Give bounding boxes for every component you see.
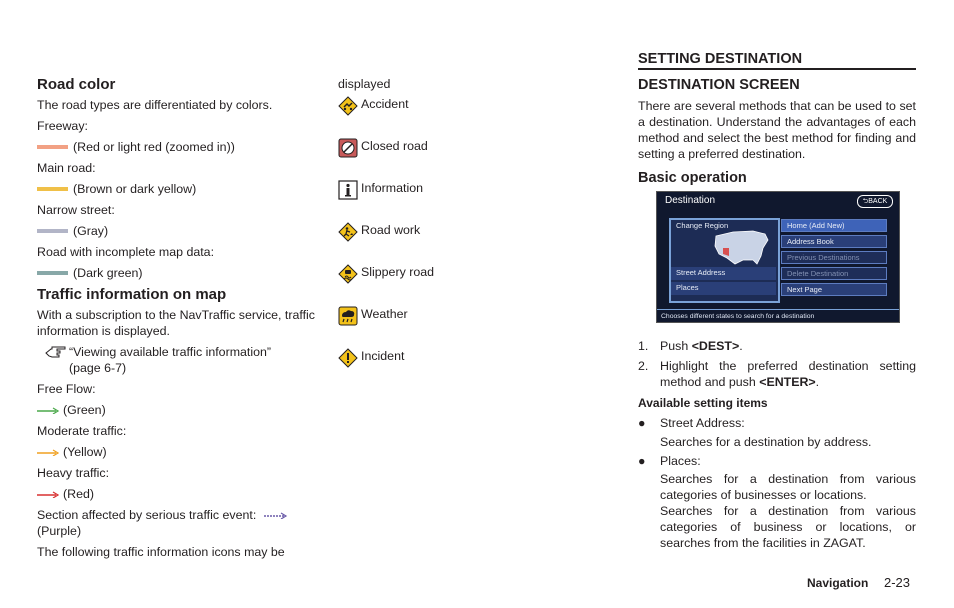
information-row bbox=[338, 180, 598, 222]
screen-title: Destination bbox=[665, 195, 716, 206]
previous-destinations-button[interactable]: Previous Destinations bbox=[781, 251, 887, 264]
road-color-heading: Road color bbox=[37, 76, 116, 93]
road-work-icon bbox=[338, 222, 358, 242]
road-work-label: Road work bbox=[361, 223, 421, 237]
dest-key: <DEST> bbox=[691, 339, 740, 353]
green-arrow-icon bbox=[37, 406, 59, 414]
page-number: 2-23 bbox=[884, 575, 911, 590]
places-desc-2: Searches for a destination from various categories of business or locations, or searches from the facilities in ZAGAT. bbox=[660, 504, 916, 550]
destination-screen-heading: DESTINATION SCREEN bbox=[638, 77, 800, 93]
moderate-traffic-desc: (Yellow) bbox=[63, 445, 107, 459]
freeway-label: Freeway: bbox=[37, 119, 88, 133]
closed-road-label: Closed road bbox=[361, 139, 428, 153]
accident-row bbox=[338, 96, 598, 138]
heavy-traffic-row bbox=[37, 486, 315, 502]
back-button[interactable]: ⮌BACK bbox=[857, 195, 893, 208]
enter-key: <ENTER> bbox=[759, 375, 816, 389]
change-region-button[interactable]: Change Region bbox=[676, 221, 729, 230]
incomplete-data-color-swatch bbox=[37, 271, 68, 275]
serious-event-text: Section affected by serious traffic event: bbox=[37, 508, 257, 522]
narrow-street-label: Narrow street: bbox=[37, 203, 115, 217]
available-items-heading: Available setting items bbox=[638, 396, 768, 410]
narrow-street-swatch-row bbox=[37, 223, 315, 239]
main-road-swatch-row bbox=[37, 181, 315, 197]
purple-dashed-arrow-icon bbox=[264, 511, 288, 519]
heavy-traffic-desc: (Red) bbox=[63, 487, 94, 501]
main-road-label: Main road: bbox=[37, 161, 96, 175]
weather-row bbox=[338, 306, 598, 348]
road-color-intro: The road types are differentiated by colors. bbox=[37, 98, 273, 112]
information-label: Information bbox=[361, 181, 423, 195]
information-icon bbox=[338, 180, 358, 200]
road-work-row bbox=[338, 222, 598, 264]
closed-road-icon bbox=[338, 138, 358, 158]
weather-icon bbox=[338, 306, 358, 326]
slippery-road-label: Slippery road bbox=[361, 265, 435, 279]
bullet-icon: ● bbox=[638, 454, 646, 468]
street-address-button[interactable]: Street Address bbox=[671, 267, 776, 280]
destination-screen-intro: There are several methods that can be used to set a destination. Understand the advantages of each method and select the best method for finding and setting a preferred destination. bbox=[638, 99, 916, 161]
places-button[interactable]: Places bbox=[671, 282, 776, 295]
moderate-traffic-row bbox=[37, 444, 315, 460]
serious-event-row bbox=[37, 507, 315, 539]
step-1: 1. Push <DEST>. bbox=[638, 339, 743, 353]
bullet-icon: ● bbox=[638, 416, 646, 430]
street-address-desc: Searches for a destination by address. bbox=[660, 435, 872, 449]
slippery-road-row bbox=[338, 264, 598, 306]
traffic-info-intro: With a subscription to the NavTraffic service, traffic information is displayed. bbox=[37, 308, 315, 338]
following-icons-text: The following traffic information icons may be bbox=[37, 545, 285, 559]
incomplete-data-desc: (Dark green) bbox=[73, 266, 143, 280]
address-book-button[interactable]: Address Book bbox=[781, 235, 887, 248]
accident-icon bbox=[338, 96, 358, 116]
freeway-desc: (Red or light red (zoomed in)) bbox=[73, 140, 235, 154]
street-address-item: ● Street Address: bbox=[638, 416, 745, 430]
free-flow-desc: (Green) bbox=[63, 403, 106, 417]
narrow-street-color-swatch bbox=[37, 229, 68, 233]
right-column bbox=[638, 51, 916, 551]
basic-operation-heading: Basic operation bbox=[638, 170, 747, 186]
red-arrow-icon bbox=[37, 490, 59, 498]
incomplete-data-label: Road with incomplete map data: bbox=[37, 245, 215, 259]
freeway-swatch-row bbox=[37, 139, 315, 155]
incomplete-data-swatch-row bbox=[37, 265, 315, 281]
back-arrow-icon: ⮌ bbox=[862, 198, 869, 205]
traffic-info-heading: Traffic information on map bbox=[37, 286, 227, 303]
incident-row bbox=[338, 348, 598, 390]
yellow-arrow-icon bbox=[37, 448, 59, 456]
home-add-new-button[interactable]: Home (Add New) bbox=[781, 219, 887, 232]
freeway-color-swatch bbox=[37, 145, 68, 149]
left-column bbox=[37, 76, 315, 565]
accident-label: Accident bbox=[361, 97, 409, 111]
closed-road-row bbox=[338, 138, 598, 180]
main-road-desc: (Brown or dark yellow) bbox=[73, 182, 197, 196]
serious-event-desc: (Purple) bbox=[37, 524, 82, 538]
incident-icon bbox=[338, 348, 358, 368]
main-road-color-swatch bbox=[37, 187, 68, 191]
incident-label: Incident bbox=[361, 349, 405, 363]
heavy-traffic-label: Heavy traffic: bbox=[37, 466, 110, 480]
free-flow-row bbox=[37, 402, 315, 418]
places-desc-1: Searches for a destination from various categories of businesses or locations. bbox=[660, 472, 916, 502]
screen-status-bar: Chooses different states to search for a destination bbox=[657, 309, 899, 322]
section-title: SETTING DESTINATION bbox=[638, 51, 916, 70]
middle-column bbox=[338, 76, 598, 390]
destination-screenshot bbox=[656, 191, 900, 323]
footer-section-name: Navigation bbox=[807, 576, 869, 590]
step-2: 2. Highlight the preferred destination setting method and push <ENTER>. bbox=[638, 359, 916, 389]
delete-destination-button[interactable]: Delete Destination bbox=[781, 267, 887, 280]
slippery-road-icon bbox=[338, 264, 358, 284]
places-item: ● Places: bbox=[638, 454, 701, 468]
moderate-traffic-label: Moderate traffic: bbox=[37, 424, 127, 438]
page-reference bbox=[45, 344, 315, 376]
next-page-button[interactable]: Next Page bbox=[781, 283, 887, 296]
weather-label: Weather bbox=[361, 307, 408, 321]
displayed-continuation: displayed bbox=[338, 77, 391, 91]
narrow-street-desc: (Gray) bbox=[73, 224, 109, 238]
reference-title: “Viewing available traffic information” bbox=[69, 345, 272, 359]
free-flow-label: Free Flow: bbox=[37, 382, 96, 396]
reference-page: (page 6-7) bbox=[69, 361, 127, 375]
pointing-hand-icon bbox=[45, 344, 69, 376]
